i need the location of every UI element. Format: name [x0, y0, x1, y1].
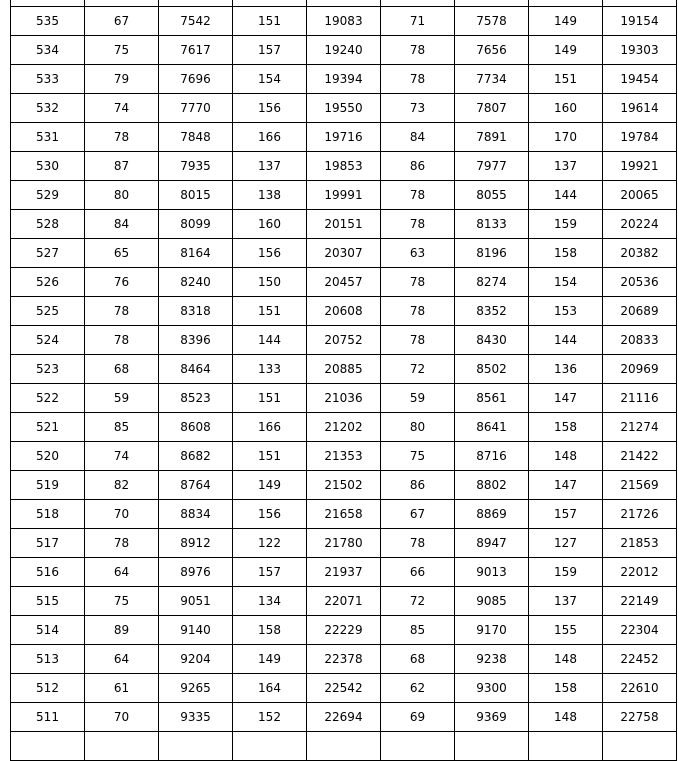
table-cell: 151: [233, 384, 307, 413]
table-cell: 156: [233, 94, 307, 123]
table-row: [11, 587, 677, 616]
table-cell: 87: [85, 152, 159, 181]
table-cell: 78: [381, 529, 455, 558]
table-cell: 84: [85, 210, 159, 239]
table-cell: [11, 732, 85, 761]
table-cell: 21274: [603, 413, 677, 442]
table-row: [11, 326, 677, 355]
table-cell: 22610: [603, 674, 677, 703]
table-cell: 19303: [603, 36, 677, 65]
table-cell: 71: [381, 7, 455, 36]
table-cell: 144: [529, 326, 603, 355]
table-cell: 20608: [307, 297, 381, 326]
table-cell: 9013: [455, 558, 529, 587]
table-cell: 148: [529, 442, 603, 471]
table-row: [11, 703, 677, 732]
table-row: [11, 36, 677, 65]
table-row: [11, 123, 677, 152]
table-cell: 534: [11, 36, 85, 65]
table-cell: 22304: [603, 616, 677, 645]
table-cell: 22071: [307, 587, 381, 616]
table-cell: 22229: [307, 616, 381, 645]
table-cell: 148: [529, 703, 603, 732]
table-cell: 63: [381, 239, 455, 268]
table-cell: 7734: [455, 65, 529, 94]
table-cell: 8396: [159, 326, 233, 355]
table-cell: 137: [233, 152, 307, 181]
table-cell: 80: [381, 413, 455, 442]
table-cell: 21036: [307, 384, 381, 413]
table-cell: 20151: [307, 210, 381, 239]
score-table: [10, 0, 677, 761]
table-cell: 530: [11, 152, 85, 181]
table-row: [11, 210, 677, 239]
table-cell: 67: [85, 7, 159, 36]
table-cell: 78: [85, 297, 159, 326]
table-cell: 8561: [455, 384, 529, 413]
table-cell: [603, 732, 677, 761]
table-cell: 20382: [603, 239, 677, 268]
table-cell: 8976: [159, 558, 233, 587]
table-cell: 78: [381, 181, 455, 210]
table-cell: 149: [233, 645, 307, 674]
table-cell: 528: [11, 210, 85, 239]
table-cell: 79: [85, 65, 159, 94]
table-cell: 532: [11, 94, 85, 123]
table-cell: 8055: [455, 181, 529, 210]
table-cell: 20885: [307, 355, 381, 384]
table-cell: 21853: [603, 529, 677, 558]
table-cell: 144: [233, 326, 307, 355]
table-cell: 147: [529, 471, 603, 500]
table-cell: 9238: [455, 645, 529, 674]
table-row: [11, 471, 677, 500]
table-cell: [529, 732, 603, 761]
table-cell: 85: [381, 616, 455, 645]
table-cell: 78: [381, 326, 455, 355]
table-cell: 8641: [455, 413, 529, 442]
table-cell: 151: [233, 442, 307, 471]
table-row: [11, 152, 677, 181]
table-cell: 59: [381, 384, 455, 413]
table-cell: 160: [529, 94, 603, 123]
table-cell: 20833: [603, 326, 677, 355]
table-cell: 7807: [455, 94, 529, 123]
table-cell: 9300: [455, 674, 529, 703]
table-cell: 78: [381, 268, 455, 297]
table-cell: 80: [85, 181, 159, 210]
table-cell: 75: [85, 587, 159, 616]
table-cell: 148: [529, 645, 603, 674]
table-cell: 529: [11, 181, 85, 210]
table-cell: 527: [11, 239, 85, 268]
table-cell: 7617: [159, 36, 233, 65]
table-cell: 20689: [603, 297, 677, 326]
table-cell: 76: [85, 268, 159, 297]
table-cell: 136: [529, 355, 603, 384]
table-cell: 8430: [455, 326, 529, 355]
table-cell: 20752: [307, 326, 381, 355]
table-cell: 151: [233, 297, 307, 326]
table-cell: 137: [529, 152, 603, 181]
table-cell: [381, 732, 455, 761]
table-row: [11, 384, 677, 413]
table-row: [11, 65, 677, 94]
table-cell: 137: [529, 587, 603, 616]
table-cell: 9170: [455, 616, 529, 645]
table-cell: 511: [11, 703, 85, 732]
table-cell: 19716: [307, 123, 381, 152]
table-cell: 8523: [159, 384, 233, 413]
table-cell: 19240: [307, 36, 381, 65]
table-cell: 7542: [159, 7, 233, 36]
table-cell: 127: [529, 529, 603, 558]
table-cell: 21726: [603, 500, 677, 529]
table-cell: 20536: [603, 268, 677, 297]
table-cell: 67: [381, 500, 455, 529]
table-cell: 8196: [455, 239, 529, 268]
table-row: [11, 500, 677, 529]
table-row: [11, 413, 677, 442]
table-cell: 69: [381, 703, 455, 732]
table-cell: 157: [529, 500, 603, 529]
table-cell: 20969: [603, 355, 677, 384]
table-cell: 9335: [159, 703, 233, 732]
table-cell: 523: [11, 355, 85, 384]
table-cell: 84: [381, 123, 455, 152]
table-cell: 7770: [159, 94, 233, 123]
table-cell: 521: [11, 413, 85, 442]
table-cell: 78: [85, 123, 159, 152]
table-cell: 159: [529, 210, 603, 239]
table-cell: 7696: [159, 65, 233, 94]
table-cell: 8834: [159, 500, 233, 529]
table-cell: 8869: [455, 500, 529, 529]
table-cell: 89: [85, 616, 159, 645]
table-cell: 19454: [603, 65, 677, 94]
table-cell: 9265: [159, 674, 233, 703]
table-cell: 158: [529, 674, 603, 703]
table-cell: 19550: [307, 94, 381, 123]
table-cell: 7578: [455, 7, 529, 36]
table-cell: 8608: [159, 413, 233, 442]
table-row: [11, 181, 677, 210]
table-cell: 122: [233, 529, 307, 558]
table-cell: 20307: [307, 239, 381, 268]
score-table-body: [11, 0, 677, 761]
table-cell: 526: [11, 268, 85, 297]
table-cell: 152: [233, 703, 307, 732]
table-cell: 159: [529, 558, 603, 587]
table-cell: [159, 732, 233, 761]
table-cell: 70: [85, 500, 159, 529]
table-cell: 147: [529, 384, 603, 413]
table-cell: 8802: [455, 471, 529, 500]
table-cell: 517: [11, 529, 85, 558]
table-row: [11, 558, 677, 587]
table-cell: 85: [85, 413, 159, 442]
table-cell: 8682: [159, 442, 233, 471]
table-cell: 7977: [455, 152, 529, 181]
table-cell: 149: [233, 471, 307, 500]
table-cell: 75: [381, 442, 455, 471]
table-cell: 166: [233, 413, 307, 442]
table-cell: 68: [381, 645, 455, 674]
table-cell: 158: [529, 413, 603, 442]
table-cell: 22149: [603, 587, 677, 616]
table-cell: 151: [233, 7, 307, 36]
table-cell: 166: [233, 123, 307, 152]
table-row: [11, 442, 677, 471]
table-cell: 518: [11, 500, 85, 529]
table-cell: 21502: [307, 471, 381, 500]
table-cell: 9369: [455, 703, 529, 732]
table-cell: 19154: [603, 7, 677, 36]
table-row: [11, 645, 677, 674]
table-cell: 138: [233, 181, 307, 210]
table-cell: 72: [381, 355, 455, 384]
table-cell: 158: [233, 616, 307, 645]
table-cell: 8164: [159, 239, 233, 268]
table-row: [11, 7, 677, 36]
table-cell: 78: [381, 36, 455, 65]
table-cell: 7848: [159, 123, 233, 152]
table-cell: 525: [11, 297, 85, 326]
table-cell: 9204: [159, 645, 233, 674]
table-cell: 22694: [307, 703, 381, 732]
table-cell: 86: [381, 471, 455, 500]
table-cell: 70: [85, 703, 159, 732]
table-cell: 8318: [159, 297, 233, 326]
table-cell: 21116: [603, 384, 677, 413]
table-cell: [307, 732, 381, 761]
table-row: [11, 355, 677, 384]
table-cell: 20457: [307, 268, 381, 297]
table-cell: 19614: [603, 94, 677, 123]
table-cell: 19784: [603, 123, 677, 152]
table-cell: 149: [529, 7, 603, 36]
table-cell: 522: [11, 384, 85, 413]
table-cell: [85, 732, 159, 761]
table-cell: 8716: [455, 442, 529, 471]
table-cell: 531: [11, 123, 85, 152]
table-row: [11, 616, 677, 645]
table-cell: 516: [11, 558, 85, 587]
table-cell: 78: [381, 297, 455, 326]
table-cell: 8099: [159, 210, 233, 239]
table-cell: 21658: [307, 500, 381, 529]
table-cell: 9140: [159, 616, 233, 645]
table-cell: 8464: [159, 355, 233, 384]
table-cell: 78: [381, 210, 455, 239]
table-cell: 150: [233, 268, 307, 297]
table-cell: 75: [85, 36, 159, 65]
table-cell: 20224: [603, 210, 677, 239]
table-row: [11, 94, 677, 123]
table-cell: 82: [85, 471, 159, 500]
table-cell: 19394: [307, 65, 381, 94]
table-cell: 156: [233, 500, 307, 529]
table-cell: 164: [233, 674, 307, 703]
table-cell: 151: [529, 65, 603, 94]
table-cell: 7656: [455, 36, 529, 65]
table-row: [11, 674, 677, 703]
table-cell: 156: [233, 239, 307, 268]
table-row: [11, 297, 677, 326]
table-cell: 8015: [159, 181, 233, 210]
table-cell: 170: [529, 123, 603, 152]
table-cell: 8764: [159, 471, 233, 500]
table-cell: 513: [11, 645, 85, 674]
table-row: [11, 529, 677, 558]
table-cell: 520: [11, 442, 85, 471]
table-cell: 154: [233, 65, 307, 94]
table-cell: 7935: [159, 152, 233, 181]
table-cell: 19083: [307, 7, 381, 36]
table-cell: 514: [11, 616, 85, 645]
table-cell: 78: [381, 65, 455, 94]
table-cell: 155: [529, 616, 603, 645]
table-cell: 22758: [603, 703, 677, 732]
table-row: [11, 732, 677, 761]
table-cell: 21422: [603, 442, 677, 471]
table-cell: 9051: [159, 587, 233, 616]
table-cell: 78: [85, 529, 159, 558]
table-cell: 21569: [603, 471, 677, 500]
table-cell: 20065: [603, 181, 677, 210]
table-cell: 158: [529, 239, 603, 268]
table-cell: 533: [11, 65, 85, 94]
table-cell: 62: [381, 674, 455, 703]
table-cell: 21353: [307, 442, 381, 471]
table-cell: [455, 732, 529, 761]
table-cell: 8240: [159, 268, 233, 297]
table-cell: 21202: [307, 413, 381, 442]
table-cell: 61: [85, 674, 159, 703]
table-cell: 22378: [307, 645, 381, 674]
table-cell: 524: [11, 326, 85, 355]
table-cell: 515: [11, 587, 85, 616]
table-cell: 74: [85, 442, 159, 471]
table-cell: 73: [381, 94, 455, 123]
table-cell: 8502: [455, 355, 529, 384]
table-cell: 19853: [307, 152, 381, 181]
table-cell: 68: [85, 355, 159, 384]
table-cell: 134: [233, 587, 307, 616]
table-cell: 512: [11, 674, 85, 703]
table-cell: 8274: [455, 268, 529, 297]
table-cell: 21937: [307, 558, 381, 587]
table-cell: 144: [529, 181, 603, 210]
table-cell: 133: [233, 355, 307, 384]
table-row: [11, 239, 677, 268]
table-cell: 8947: [455, 529, 529, 558]
table-cell: 22012: [603, 558, 677, 587]
table-cell: 19921: [603, 152, 677, 181]
table-cell: 157: [233, 36, 307, 65]
table-cell: 21780: [307, 529, 381, 558]
table-cell: 66: [381, 558, 455, 587]
table-cell: 64: [85, 645, 159, 674]
table-cell: 74: [85, 94, 159, 123]
table-cell: 78: [85, 326, 159, 355]
table-cell: 535: [11, 7, 85, 36]
table-cell: [233, 732, 307, 761]
table-cell: 65: [85, 239, 159, 268]
table-cell: 8912: [159, 529, 233, 558]
table-cell: 153: [529, 297, 603, 326]
table-cell: 22542: [307, 674, 381, 703]
table-cell: 19991: [307, 181, 381, 210]
table-cell: 160: [233, 210, 307, 239]
table-cell: 149: [529, 36, 603, 65]
table-cell: 64: [85, 558, 159, 587]
table-cell: 154: [529, 268, 603, 297]
table-cell: 22452: [603, 645, 677, 674]
table-cell: 8133: [455, 210, 529, 239]
table-cell: 59: [85, 384, 159, 413]
table-cell: 72: [381, 587, 455, 616]
table-cell: 157: [233, 558, 307, 587]
table-cell: 86: [381, 152, 455, 181]
table-cell: 519: [11, 471, 85, 500]
table-cell: 7891: [455, 123, 529, 152]
table-cell: 8352: [455, 297, 529, 326]
table-row: [11, 268, 677, 297]
table-cell: 9085: [455, 587, 529, 616]
